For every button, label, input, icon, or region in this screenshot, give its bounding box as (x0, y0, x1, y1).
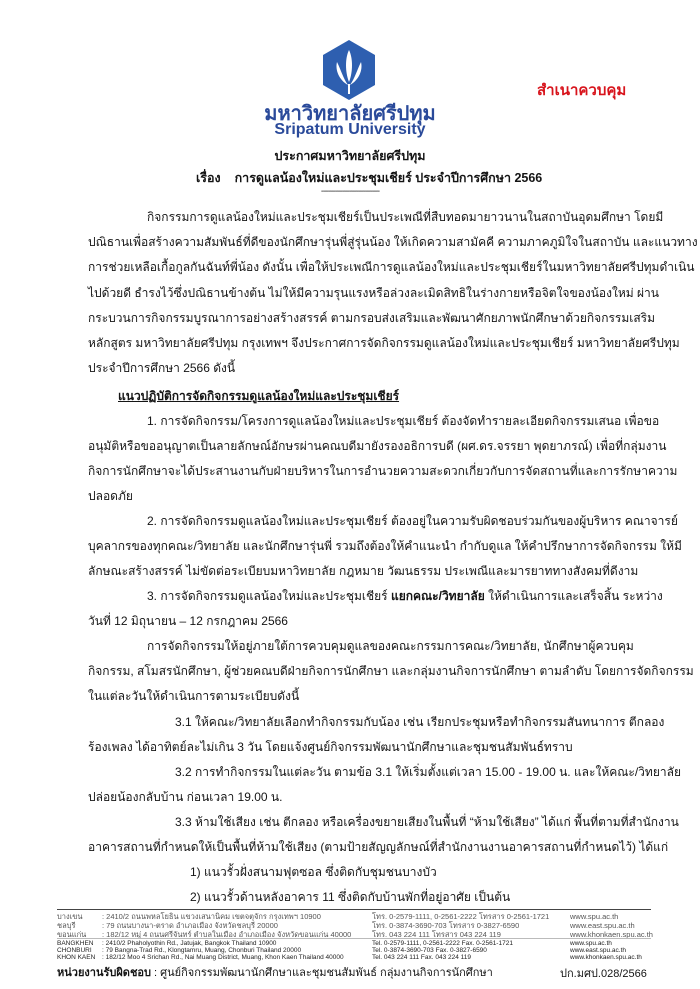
no-noise-area-item: 2) แนวรั้วด้านหลังอาคาร 11 ซึ่งติดกับบ้านพักที่อยู่อาศัย เป็นต้น (190, 890, 511, 904)
title-divider: ------------------------- (320, 186, 380, 197)
item-3-prefix: 3. การจัดกิจกรรมดูแลน้องใหม่และประชุมเชียร์ (147, 589, 391, 603)
campus-address-en: : 79 Bangna-Trad Rd., Klongtamru, Muang, Chonburi Thailand 20000 (102, 947, 302, 954)
item-3-detail-line: กิจกรรม, สโมสรนักศึกษา, ผู้ช่วยคณบดีฝ่ายกิจการนักศึกษา และกลุ่มงานกิจการนักศึกษา ตามลำดับ โดยการจัดกิจกรรม (88, 664, 694, 678)
item-3-suffix: ให้ดำเนินการและเสร็จสิ้น ระหว่าง (484, 589, 663, 603)
sub-3-2-line: ปล่อยน้องกลับบ้าน ก่อนเวลา 19.00 น. (88, 790, 283, 804)
campus-name-en: KHON KAEN (57, 954, 96, 961)
campus-phone-en: Tel. 043 224 111 Fax. 043 224 119 (372, 954, 472, 961)
sub-3-1-line: ร้องเพลง ได้อาทิตย์ละไม่เกิน 3 วัน โดยแจ้งศูนย์กิจกรรมพัฒนานักศึกษาและชุมชนสัมพันธ์ทราบ (88, 740, 573, 754)
footer-divider (57, 909, 651, 910)
campus-name-en: BANGKHEN (57, 940, 94, 947)
campus-phone-en: Tel. 0-2579-1111, 0-2561-2222 Fax. 0-2561-1721 (372, 940, 513, 947)
subject-text: การดูแลน้องใหม่และประชุมเชียร์ ประจำปีการศึกษา 2566 (234, 171, 543, 185)
campus-name-th: ขอนแก่น (57, 930, 87, 939)
intro-line: ปณิธานเพื่อสร้างความสัมพันธ์ที่ดีของนักศึกษารุ่นพี่สู่รุ่นน้อง ให้เกิดความสามัคคี ความภาคภูมิใจในสถาบัน และแนวทาง (88, 235, 698, 249)
campus-address-th: : 79 ถนนบางนา-ตราด อำเภอเมือง จังหวัดชลบุรี 20000 (102, 921, 278, 930)
intro-line: หลักสูตร มหาวิทยาลัยศรีปทุม กรุงเทพฯ จึงประกาศการจัดกิจกรรมดูแลน้องใหม่และประชุมเชียร์ มหาวิทยาลัยศรีปทุม (88, 336, 680, 350)
item-2-line: ลักษณะสร้างสรรค์ ไม่ขัดต่อระเบียบมหาวิทยาลัย กฎหมาย วัฒนธรรม ประเพณีและมารยาททางสังคมที่ดีงาม (88, 564, 639, 578)
sub-3-3-line: อาคารสถานที่กำหนดให้เป็นพื้นที่ห้ามใช้เสียง (ตามป้ายสัญญลักษณ์ที่สำนักงานงานอาคารสถานที่กำหนดไว้) ได้แก่ (88, 840, 669, 854)
campus-address-en: : 2410/2 Phaholyothin Rd., Jatujak, Bangkok Thailand 10900 (102, 940, 277, 947)
intro-line: การช่วยเหลือเกื้อกูลกันฉันท์พี่น้อง ดังนั้น เพื่อให้ประเพณีการดูแลน้องใหม่และประชุมเชียร์ในมหาวิทยาลัยศรีปทุมดำเนิน (88, 260, 695, 274)
campus-phone-th: โทร. 0-3874-3690-703 โทรสาร 0-3827-6590 (372, 921, 520, 930)
item-1-line: กิจการนักศึกษาจะได้ประสานงานกับฝ่ายบริหารในการอำนวยความสะดวกเกี่ยวกับการจัดสถานที่และการรักษาความ (88, 464, 678, 478)
responsible-text: : ศูนย์กิจกรรมพัฒนานักศึกษาและชุมชนสัมพันธ์ กลุ่มงานกิจการนักศึกษา (151, 967, 493, 979)
item-1-line: 1. การจัดกิจกรรม/โครงการดูแลน้องใหม่และประชุมเชียร์ ต้องจัดทำรายละเอียดกิจกรรมเสนอ เพื่อขอ (147, 414, 660, 428)
campus-address-en: : 182/12 Moo 4 Srichan Rd., Nai Muang District, Muang, Khon Kaen Thailand 40000 (102, 954, 344, 961)
responsible-label: หน่วยงานรับผิดชอบ (57, 967, 151, 979)
sub-3-3-line: 3.3 ห้ามใช้เสียง เช่น ตีกลอง หรือเครื่องขยายเสียงในพื้นที่ “ห้ามใช้เสียง” ได้แก่ พื้นที่ตามที่สำนักงาน (175, 815, 679, 829)
guidelines-heading: แนวปฏิบัติการจัดกิจกรรมดูแลน้องใหม่และประชุมเชียร์ (118, 389, 400, 403)
campus-web-th: www.spu.ac.th (570, 912, 619, 921)
campus-name-th: ชลบุรี (57, 921, 76, 930)
subject-label: เรื่อง (196, 171, 221, 185)
campus-phone-en: Tel. 0-3874-3690-703 Fax. 0-3827-6590 (372, 947, 487, 954)
item-1-line: อนุมัติหรือขออนุญาตเป็นลายลักษณ์อักษรผ่านคณบดีมายังรองอธิการบดี (ผศ.ดร.จรรยา พุดยาภรณ์) เพื่อที่กลุ่มงาน (88, 439, 667, 453)
item-1-line: ปลอดภัย (88, 489, 133, 503)
campus-web-th: www.khonkaen.spu.ac.th (570, 930, 653, 939)
campus-web-en: www.spu.ac.th (570, 940, 612, 947)
item-3-dates: วันที่ 12 มิถุนายน – 12 กรกฎาคม 2566 (88, 614, 288, 628)
item-3-line (147, 589, 663, 603)
controlled-copy-stamp: สำเนาควบคุม (537, 82, 627, 99)
item-2-line: 2. การจัดกิจกรรมดูแลน้องใหม่และประชุมเชียร์ ต้องอยู่ในความรับผิดชอบร่วมกันของผู้บริหาร คณาจารย์ (147, 514, 678, 528)
sub-3-1-line: 3.1 ให้คณะ/วิทยาลัยเลือกทำกิจกรรมกับน้อง เช่น เรียกประชุมหรือทำกิจกรรมสันทนาการ ตีกลอง (175, 715, 665, 729)
campus-name-en: CHONBURI (57, 947, 92, 954)
no-noise-area-item: 1) แนวรั้วฝั่งสนามฟุตซอล ซึ่งติดกับชุมชนบางบัว (190, 865, 437, 879)
campus-web-en: www.khonkaen.spu.ac.th (570, 954, 642, 961)
responsible-unit (57, 963, 493, 981)
campus-address-th: : 182/12 หมู่ 4 ถนนศรีจันทร์ ตำบลในเมือง อำเภอเมือง จังหวัดขอนแก่น 40000 (102, 930, 352, 939)
campus-web-th: www.east.spu.ac.th (570, 921, 635, 930)
item-2-line: บุคลากรของทุกคณะ/วิทยาลัย และนักศึกษารุ่นพี่ รวมถึงต้องให้คำแนะนำ กำกับดูแล ให้คำปรึกษาการจัดกิจกรรม ให้มี (88, 539, 682, 553)
intro-line: ประจำปีการศึกษา 2566 ดังนี้ (88, 361, 236, 375)
footer-divider-inner (57, 938, 651, 939)
intro-line: กระบวนการกิจกรรมบูรณาการอย่างสร้างสรรค์ ตามกรอบส่งเสริมและพัฒนาศักยภาพนักศึกษาด้วยกิจกรรมเสริม (88, 311, 656, 325)
university-name-en: Sripatum University (274, 121, 426, 138)
document-number: ปก.มศป.028/2566 (560, 968, 647, 980)
subject-line (196, 168, 542, 188)
campus-address-th: : 2410/2 ถนนพหลโยธิน แขวงเสนานิคม เขตจตุจักร กรุงเทพฯ 10900 (102, 912, 321, 921)
university-name-th: มหาวิทยาลัยศรีปทุม (264, 103, 436, 125)
sub-3-2-line: 3.2 การทำกิจกรรมในแต่ละวัน ตามข้อ 3.1 ให้เริ่มตั้งแต่เวลา 15.00 - 19.00 น. และให้คณะ/วิทยาลัย (175, 765, 681, 779)
campus-phone-th: โทร. 0-2579-1111, 0-2561-2222 โทรสาร 0-2561-1721 (372, 912, 550, 921)
item-3-bold: แยกคณะ/วิทยาลัย (390, 589, 485, 603)
campus-phone-th: โทร. 043 224 111 โทรสาร 043 224 119 (372, 930, 501, 939)
campus-web-en: www.east.spu.ac.th (570, 947, 626, 954)
item-3-detail-line: ในแต่ละวันให้ดำเนินการตามระเบียบดังนี้ (88, 689, 300, 703)
item-3-detail-line: การจัดกิจกรรมให้อยู่ภายใต้การควบคุมดูแลของคณะกรรมการคณะ/วิทยาลัย, นักศึกษาผู้ควบคุม (147, 639, 634, 653)
campus-name-th: บางเขน (57, 912, 83, 921)
university-logo (319, 38, 379, 102)
intro-line: กิจกรรมการดูแลน้องใหม่และประชุมเชียร์เป็นประเพณีที่สืบทอดมายาวนานในสถาบันอุดมศึกษา โดยมี (147, 210, 664, 224)
intro-line: ไปด้วยดี ธำรงไว้ซึ่งปณิธานข้างต้น ไม่ให้มีความรุนแรงหรือล่วงละเมิดสิทธิในร่างกายหรือจิตใจของน้องใหม่ ผ่าน (88, 286, 659, 300)
announcement-title: ประกาศมหาวิทยาลัยศรีปทุม (274, 149, 426, 163)
